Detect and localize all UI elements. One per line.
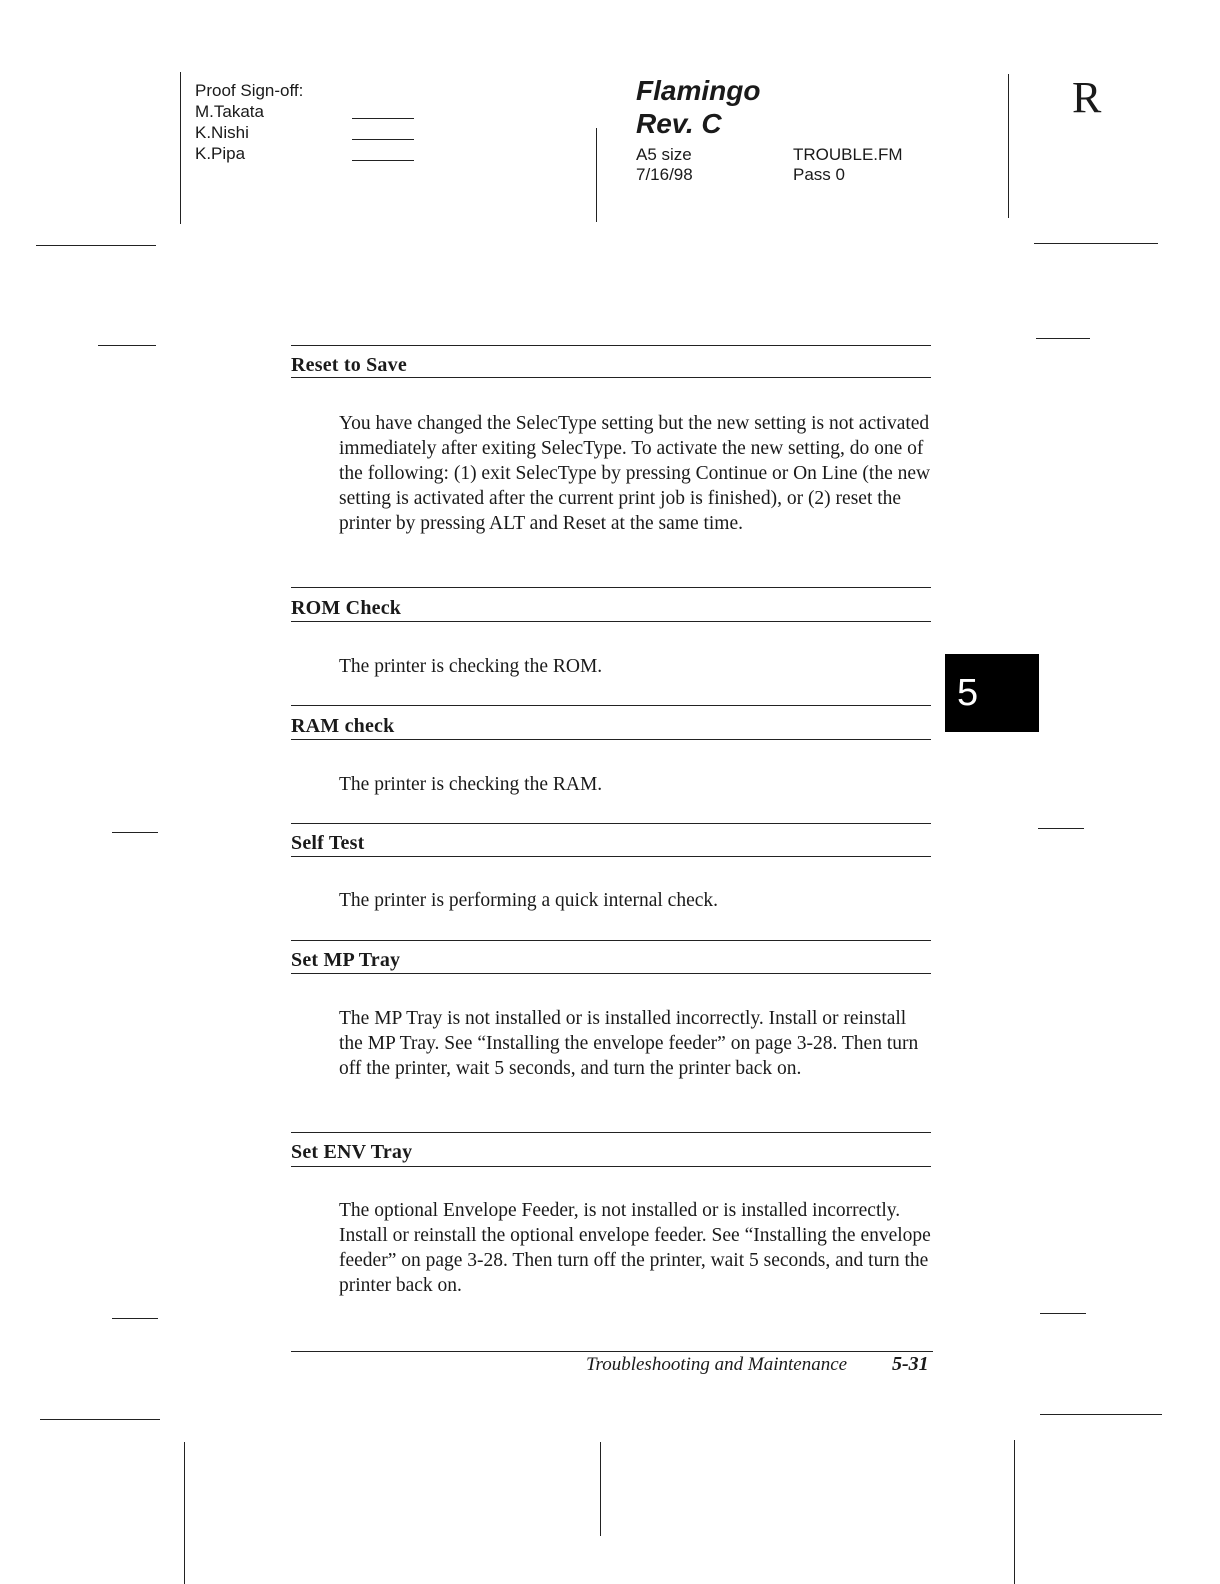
section-rule-bottom xyxy=(291,1166,931,1167)
file-name: TROUBLE.FM xyxy=(793,145,903,164)
signature-line xyxy=(352,139,414,140)
section-title: Reset to Save xyxy=(291,354,407,376)
section-rule-bottom xyxy=(291,856,931,857)
crop-mark-left-top xyxy=(180,72,181,224)
section-title: ROM Check xyxy=(291,597,402,619)
section-rule-top xyxy=(291,823,931,824)
proof-signoff-block xyxy=(195,80,303,164)
project-name: Flamingo xyxy=(636,75,761,106)
section-rule-top xyxy=(291,345,931,346)
meta-right xyxy=(793,145,903,185)
revision-date: 7/16/98 xyxy=(636,165,693,184)
footer-rule xyxy=(291,1351,933,1352)
footer-chapter-name: Troubleshooting and Maintenance xyxy=(586,1354,848,1375)
section-title: Set MP Tray xyxy=(291,949,401,971)
section-body: The MP Tray is not installed or is installed incorrectly. Install or reinstall the MP Tray. See “Installing the envelope feeder” on page 3-28. Then turn off the printer, wait 5 seconds, and turn the printer back on. xyxy=(339,1008,919,1079)
section-rule-top xyxy=(291,705,931,706)
crop-mark-left-bottom xyxy=(184,1442,185,1584)
revision: Rev. C xyxy=(636,108,722,139)
signature-line xyxy=(352,160,414,161)
section-body: The printer is checking the RAM. xyxy=(339,774,603,795)
title-block xyxy=(636,74,760,140)
crop-mark-center-bottom xyxy=(600,1442,601,1536)
chapter-number: 5 xyxy=(957,672,979,714)
crop-mark-center-top xyxy=(596,128,597,222)
crop-mark-right-5 xyxy=(1040,1414,1162,1415)
crop-mark-right-1 xyxy=(1034,243,1158,244)
section-title: Self Test xyxy=(291,832,365,854)
signature-line xyxy=(352,118,414,119)
section-body: You have changed the SelecType setting but the new setting is not activated immediately after exiting SelecType. To activate the new setting, do one of the following: (1) exit SelecType by pressing Continue or On Line (the new setting is activated after the current print job is finished), or (2) reset the printer by pressing ALT and Reset at the same time. xyxy=(339,413,931,534)
proof-signoff-label: Proof Sign-off: xyxy=(195,81,304,100)
section-title: Set ENV Tray xyxy=(291,1141,413,1163)
crop-mark-left-2 xyxy=(98,345,156,346)
meta-left xyxy=(636,145,693,185)
section-rule-top xyxy=(291,587,931,588)
crop-mark-left-1 xyxy=(36,245,156,246)
crop-mark-left-5 xyxy=(40,1419,160,1420)
section-rule-bottom xyxy=(291,973,931,974)
signer-name: K.Nishi xyxy=(195,123,249,142)
section-title: RAM check xyxy=(291,715,395,737)
section-rule-bottom xyxy=(291,377,931,378)
section-rule-top xyxy=(291,940,931,941)
side-letter: R xyxy=(1072,73,1102,122)
crop-mark-left-4 xyxy=(112,1318,158,1319)
chapter-tab xyxy=(945,654,1039,732)
section-rule-bottom xyxy=(291,739,931,740)
crop-mark-right-bottom xyxy=(1014,1440,1015,1584)
page-size: A5 size xyxy=(636,145,692,164)
crop-mark-right-3 xyxy=(1038,828,1084,829)
crop-mark-right-4 xyxy=(1040,1313,1086,1314)
signer-name: K.Pipa xyxy=(195,144,246,163)
signer-name: M.Takata xyxy=(195,102,264,121)
section-rule-top xyxy=(291,1132,931,1133)
footer-page-number: 5-31 xyxy=(892,1353,929,1375)
section-body: The printer is checking the ROM. xyxy=(339,656,603,677)
section-body: The printer is performing a quick internal check. xyxy=(339,890,719,911)
crop-mark-right-2 xyxy=(1036,338,1090,339)
crop-mark-left-3 xyxy=(112,832,158,833)
pass-number: Pass 0 xyxy=(793,165,845,184)
crop-mark-right-top xyxy=(1008,74,1009,218)
section-body: The optional Envelope Feeder, is not installed or is installed incorrectly. Install or reinstall the optional envelope feeder. See “Installing the envelope feeder” on page 3-28. Then turn off the printer, wait 5 seconds, and turn the printer back on. xyxy=(339,1200,931,1296)
section-rule-bottom xyxy=(291,621,931,622)
